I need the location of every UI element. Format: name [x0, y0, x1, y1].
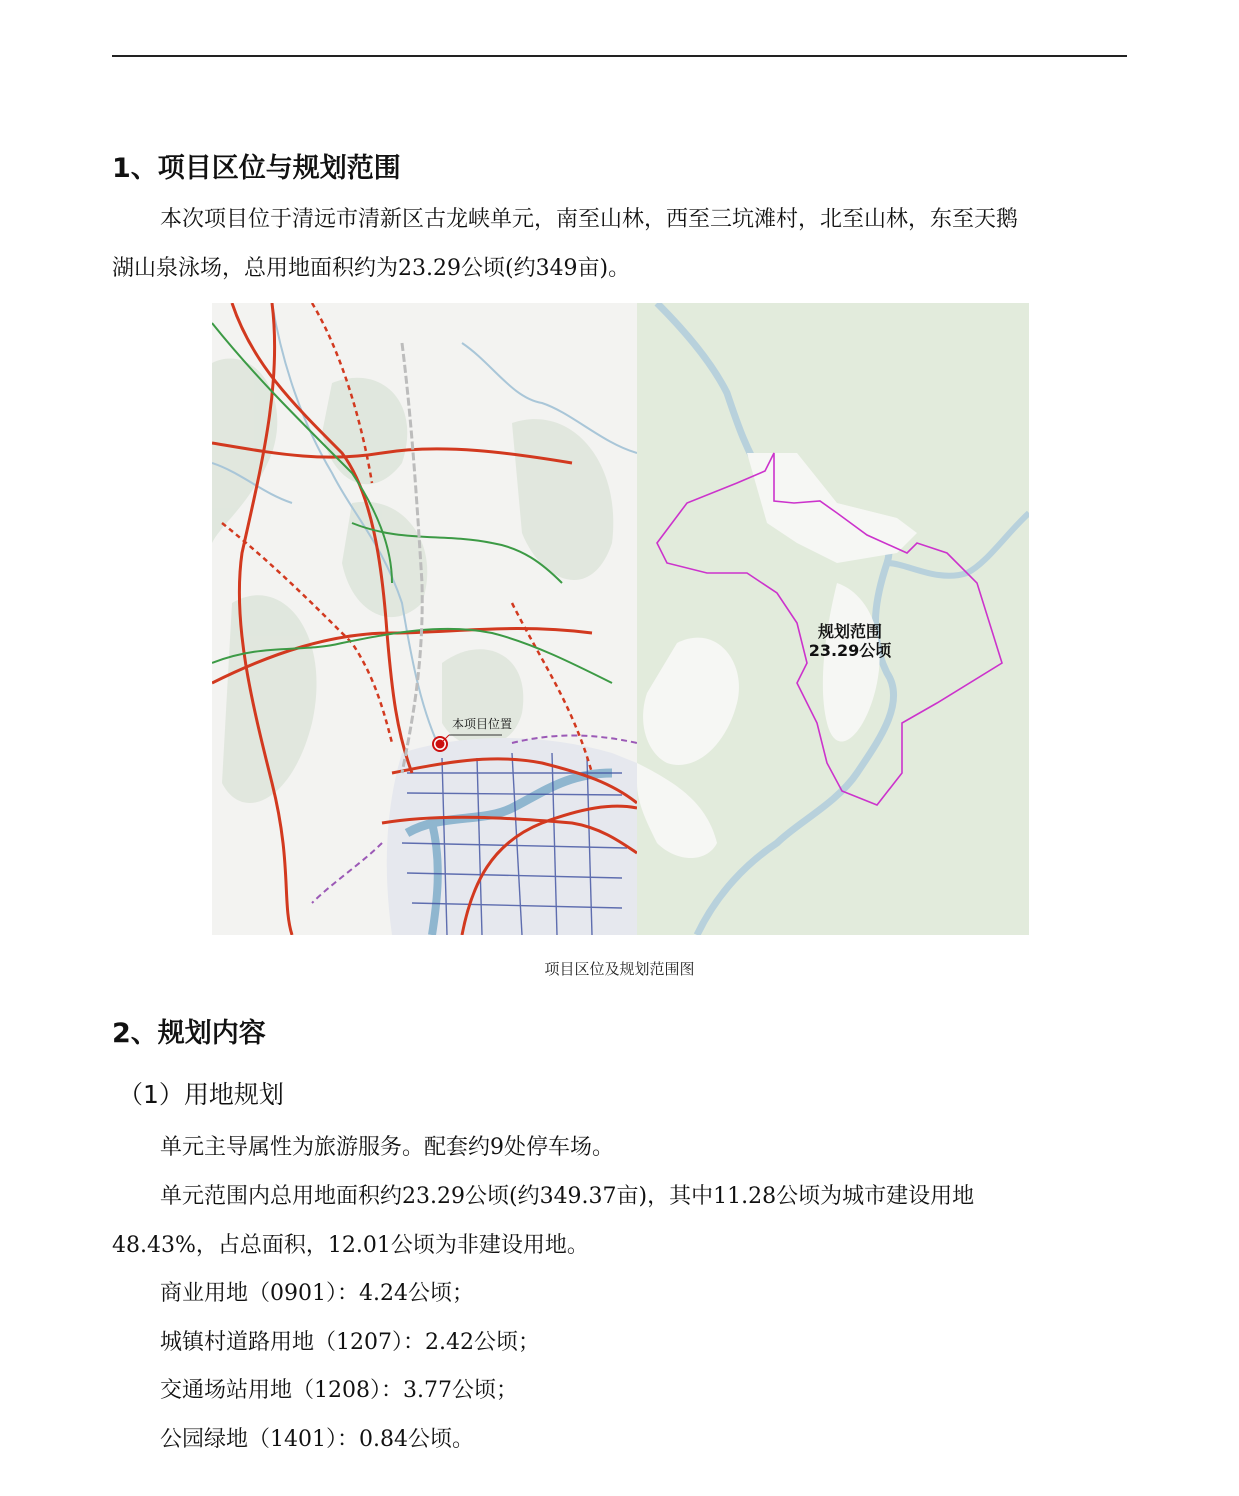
intro-paragraph-line-2: 湖山泉泳场，总用地面积约为23.29公顷(约349亩)。: [112, 256, 631, 281]
land-use-item: 公园绿地（1401）：0.84公顷。: [160, 1427, 474, 1452]
intro-paragraph-line-1: 本次项目位于清远市清新区古龙峡单元，南至山林，西至三坑滩村，北至山林，东至天鹅: [160, 207, 1019, 232]
land-use-item: 商业用地（0901）：4.24公顷；: [160, 1281, 474, 1306]
land-use-item: 城镇村道路用地（1207）：2.42公顷；: [160, 1330, 540, 1355]
subsection-land-use-heading: （1）用地规划: [118, 1080, 284, 1109]
header-rule: [112, 55, 1127, 57]
planning-scope-map: [637, 303, 1029, 935]
figure-caption: 项目区位及规划范围图: [544, 960, 695, 978]
section-1-heading: 1、项目区位与规划范围: [112, 153, 401, 184]
location-map: [212, 303, 637, 935]
land-area-paragraph-line-2: 48.43%，占总面积，12.01公顷为非建设用地。: [112, 1233, 589, 1258]
land-use-item: 交通场站用地（1208）：3.77公顷；: [160, 1378, 518, 1403]
section-2-heading: 2、规划内容: [112, 1018, 266, 1049]
leading-attribute-paragraph: 单元主导属性为旅游服务。配套约9处停车场。: [160, 1135, 614, 1160]
land-area-paragraph-line-1: 单元范围内总用地面积约23.29公顷(约349.37亩)，其中11.28公顷为城市建设用地: [160, 1184, 975, 1209]
planning-scope-area: 23.29公顷: [808, 641, 892, 660]
project-location-label: 本项目位置: [452, 717, 513, 731]
planning-scope-label: 规划范围: [817, 622, 883, 641]
